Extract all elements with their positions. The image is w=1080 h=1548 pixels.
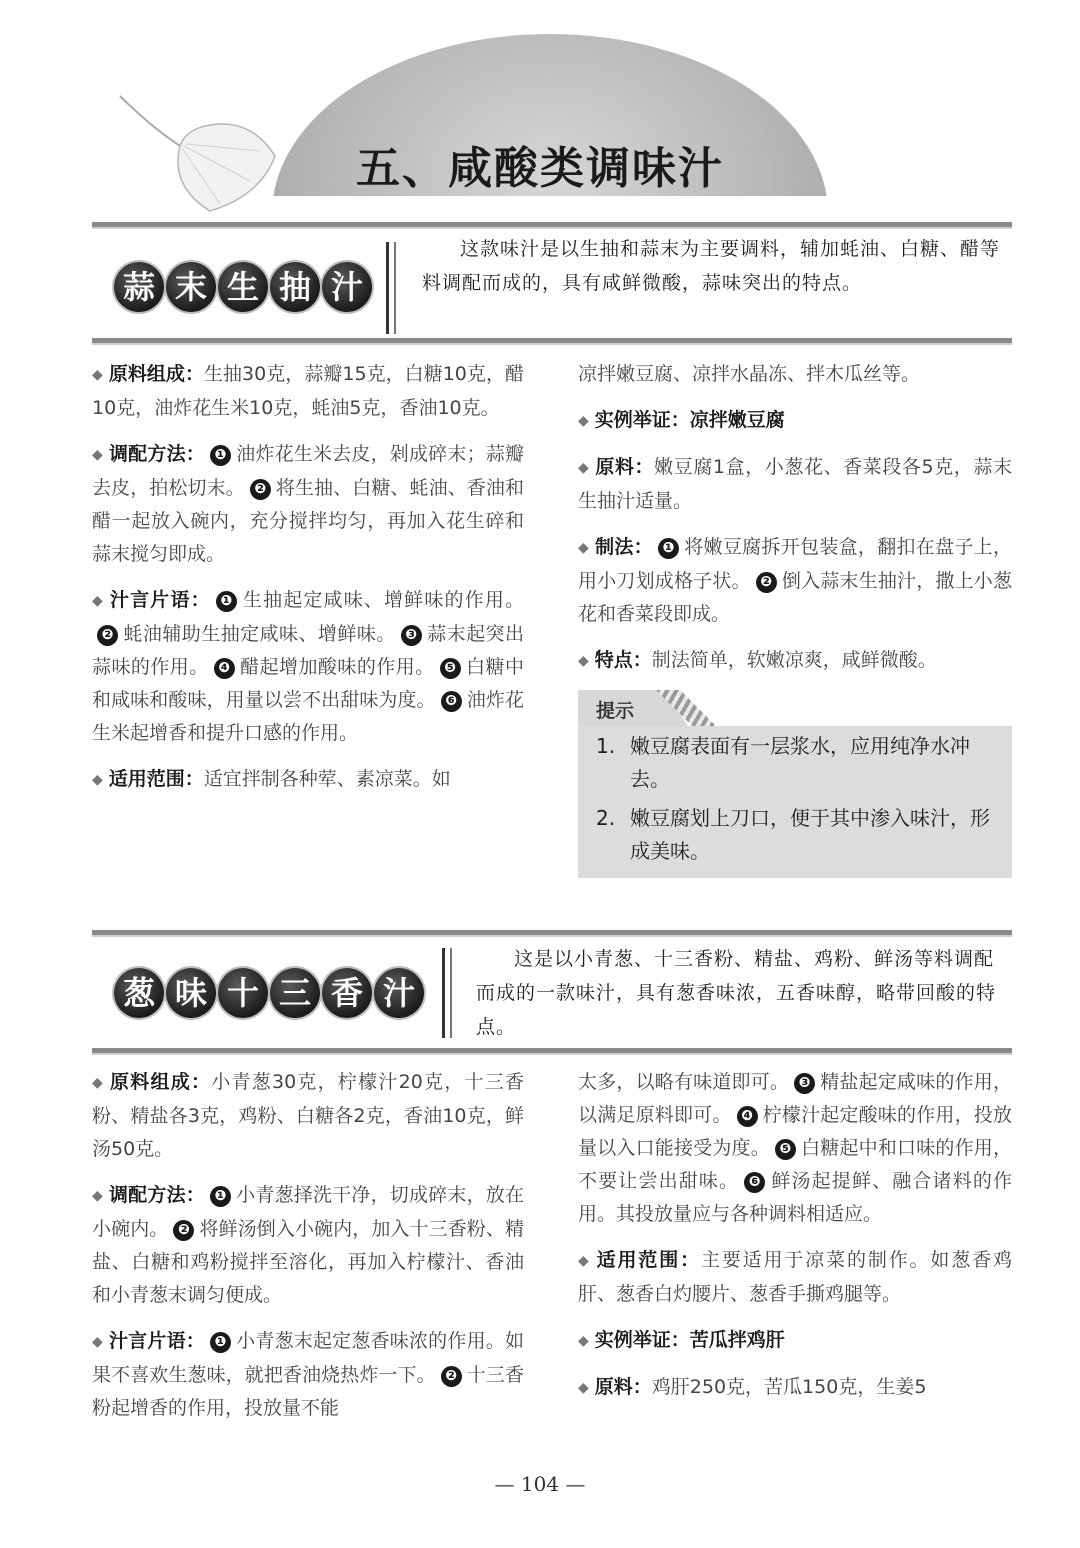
diamond-bullet-icon: ◆ [92, 1075, 103, 1091]
divider-bar [450, 948, 452, 1038]
divider-bar [394, 242, 396, 334]
diamond-bullet-icon: ◆ [578, 1380, 589, 1396]
notes-paragraph: ◆ 汁言片语： ❶ 生抽起定咸味、增鲜味的作用。❷ 蚝油辅助生抽定咸味、增鲜味。 ❸ 蒜末起突出蒜味的作用。 ❹ 醋起增加酸味的作用。 ❺ 白糖中和咸味和酸味，用量以尝不出甜味为度。 ❻ 油炸花生米起增香和提升口感的作用。 [92, 584, 524, 750]
title-char: 末 [166, 262, 216, 312]
example-paragraph: ◆ 实例举证：凉拌嫩豆腐 [578, 404, 1012, 438]
title-char: 葱 [114, 968, 164, 1018]
section-intro: 这是以小青葱、十三香粉、精盐、鸡粉、鲜汤等料调配而成的一款味汁，具有葱香味浓，五香味醇，略带回酸的特点。 [476, 948, 997, 1038]
diamond-bullet-icon: ◆ [92, 1188, 103, 1204]
raw-materials-paragraph: ◆ 原料：鸡肝250克，苦瓜150克，生姜5 [578, 1371, 1012, 1405]
preparation-paragraph: ◆ 制法： ❶ 将嫩豆腐拆开包装盒，翻扣在盘子上，用小刀划成格子状。 ❷ 倒入蒜末生抽汁，撒上小葱花和香菜段即成。 [578, 531, 1012, 631]
page-title: 五、咸酸类调味汁 [356, 143, 724, 194]
feature-paragraph: ◆ 特点：制法简单，软嫩凉爽，咸鲜微酸。 [578, 644, 1012, 678]
diamond-bullet-icon: ◆ [578, 653, 589, 669]
diamond-bullet-icon: ◆ [92, 1334, 103, 1350]
scope-paragraph: ◆ 适用范围：主要适用于凉菜的制作。如葱香鸡肝、葱香白灼腰片、葱香手撕鸡腿等。 [578, 1244, 1012, 1311]
section-divider [92, 930, 1012, 937]
notes-paragraph: ◆ 汁言片语： ❶ 小青葱末起定葱香味浓的作用。如果不喜欢生葱味，就把香油烧热炸一下。 ❷ 十三香粉起增香的作用，投放量不能 [92, 1325, 524, 1425]
title-char: 三 [270, 968, 320, 1018]
scope-continued: 凉拌嫩豆腐、凉拌水晶冻、拌木瓜丝等。 [578, 363, 921, 385]
tip-item: 1. 嫩豆腐表面有一层浆水，应用纯净水冲去。 [596, 734, 970, 791]
example-paragraph: ◆ 实例举证：苦瓜拌鸡肝 [578, 1324, 1012, 1358]
section-title-scallion-thirteen-spice [114, 968, 424, 1018]
section-title-garlic-soy [114, 262, 372, 312]
diamond-bullet-icon: ◆ [578, 413, 589, 429]
title-char: 汁 [374, 968, 424, 1018]
method-paragraph: ◆ 调配方法： ❶ 油炸花生米去皮，剁成碎末；蒜瓣去皮，拍松切末。 ❷ 将生抽、白糖、蚝油、香油和醋一起放入碗内，充分搅拌均匀，再加入花生碎和蒜末搅匀即成。 [92, 438, 524, 571]
title-char: 抽 [270, 262, 320, 312]
ingredients-paragraph: ◆ 原料组成：小青葱30克，柠檬汁20克，十三香粉、精盐各3克，鸡粉、白糖各2克，香油10克，鲜汤50克。 [92, 1066, 524, 1166]
section2-left-column [92, 1066, 524, 1438]
divider-bar [386, 242, 389, 334]
section2-right-column [578, 1066, 1012, 1418]
section-divider [92, 338, 1012, 345]
diamond-bullet-icon: ◆ [578, 540, 589, 556]
diamond-bullet-icon: ◆ [92, 447, 103, 463]
title-char: 香 [322, 968, 372, 1018]
tip-body [578, 726, 1012, 878]
title-char: 汁 [322, 262, 372, 312]
diamond-bullet-icon: ◆ [92, 772, 103, 788]
section1-left-column [92, 358, 524, 810]
title-char: 十 [218, 968, 268, 1018]
diamond-bullet-icon: ◆ [578, 1333, 589, 1349]
title-char: 生 [218, 262, 268, 312]
method-paragraph: ◆ 调配方法： ❶ 小青葱择洗干净，切成碎末，放在小碗内。 ❷ 将鲜汤倒入小碗内，加入十三香粉、精盐、白糖和鸡粉搅拌至溶化，再加入柠檬汁、香油和小青葱末调匀便成。 [92, 1179, 524, 1312]
tip-label: 提示 [596, 700, 635, 722]
section-divider [92, 1048, 1012, 1055]
title-char: 蒜 [114, 262, 164, 312]
page-number: — 104 — [494, 1472, 586, 1496]
title-char: 味 [166, 968, 216, 1018]
section-intro: 这款味汁是以生抽和蒜末为主要调料，辅加蚝油、白糖、醋等料调配而成的，具有咸鲜微酸，蒜味突出的特点。 [422, 238, 1001, 294]
diamond-bullet-icon: ◆ [92, 367, 103, 383]
raw-materials-paragraph: ◆ 原料：嫩豆腐1盒，小葱花、香菜段各5克，蒜末生抽汁适量。 [578, 451, 1012, 518]
scope-paragraph: ◆ 适用范围：适宜拌制各种荤、素凉菜。如 [92, 763, 524, 797]
notes-continued: 太多，以略有味道即可。 ❸ 精盐起定咸味的作用，以满足原料即可。 ❹ 柠檬汁起定酸味的作用，投放量以入口能接受为度。 ❺ 白糖起中和口味的作用，不要让尝出甜味。 ❻ 鲜汤起提鲜、融合诸料的作用。其投放量应与各种调料相适应。 [578, 1071, 1012, 1225]
ingredients-paragraph: ◆ 原料组成：生抽30克，蒜瓣15克，白糖10克，醋10克，油炸花生米10克，蚝油5克，香油10克。 [92, 358, 524, 425]
tip-box [578, 690, 1012, 878]
tip-item: 2. 嫩豆腐划上刀口，便于其中渗入味汁，形成美味。 [596, 806, 990, 863]
divider-bar [442, 948, 445, 1038]
diamond-bullet-icon: ◆ [578, 1253, 589, 1269]
section1-right-column [578, 358, 1012, 691]
section-divider [92, 222, 1012, 229]
diamond-bullet-icon: ◆ [578, 460, 589, 476]
diamond-bullet-icon: ◆ [92, 593, 103, 609]
